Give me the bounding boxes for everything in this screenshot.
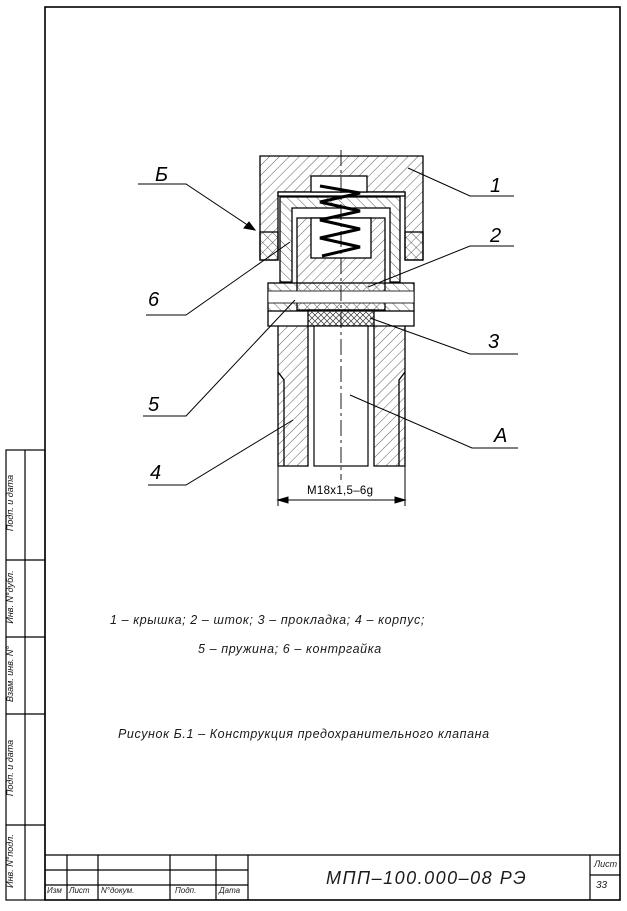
leader-5 bbox=[143, 300, 295, 416]
header-sign: Подп. bbox=[175, 886, 197, 895]
callout-5: 5 bbox=[148, 394, 160, 416]
callout-6: 6 bbox=[148, 289, 160, 311]
margin-label-sign-date-2: Подп. и дата bbox=[5, 739, 15, 797]
thread-dimension-label: M18x1,5–6g bbox=[307, 485, 374, 497]
body-part bbox=[278, 326, 308, 466]
margin-label-dup-inv: Инв. N°дубл. bbox=[5, 570, 15, 624]
leader-4 bbox=[148, 420, 293, 485]
margin-label-replace-inv: Взам. инв. N° bbox=[5, 645, 15, 703]
sheet-number: 33 bbox=[596, 880, 608, 891]
legend-line-1: 1 – крышка; 2 – шток; 3 – прокладка; 4 – корпус; bbox=[110, 613, 425, 627]
header-doc-no: N°докум. bbox=[101, 886, 135, 895]
header-date: Дата bbox=[219, 886, 241, 895]
margin-label-sign-date-1: Подп. и дата bbox=[5, 474, 15, 532]
margin-label-orig-inv: Инв. N°подл. bbox=[5, 834, 15, 888]
document-number: МПП–100.000–08 РЭ bbox=[326, 868, 528, 888]
callout-b: Б bbox=[155, 164, 169, 186]
callout-1: 1 bbox=[490, 175, 502, 197]
callout-4: 4 bbox=[150, 462, 162, 484]
header-izm: Изм bbox=[47, 886, 62, 895]
legend-line-2: 5 – пружина; 6 – контргайка bbox=[198, 642, 382, 656]
sheet-label: Лист bbox=[594, 859, 618, 869]
callout-a: А bbox=[494, 425, 508, 447]
callout-2: 2 bbox=[490, 225, 502, 247]
leader-b bbox=[138, 184, 255, 230]
figure-caption: Рисунок Б.1 – Конструкция предохранительного клапана bbox=[118, 727, 490, 741]
callout-3: 3 bbox=[488, 331, 500, 353]
header-list: Лист bbox=[69, 886, 90, 895]
